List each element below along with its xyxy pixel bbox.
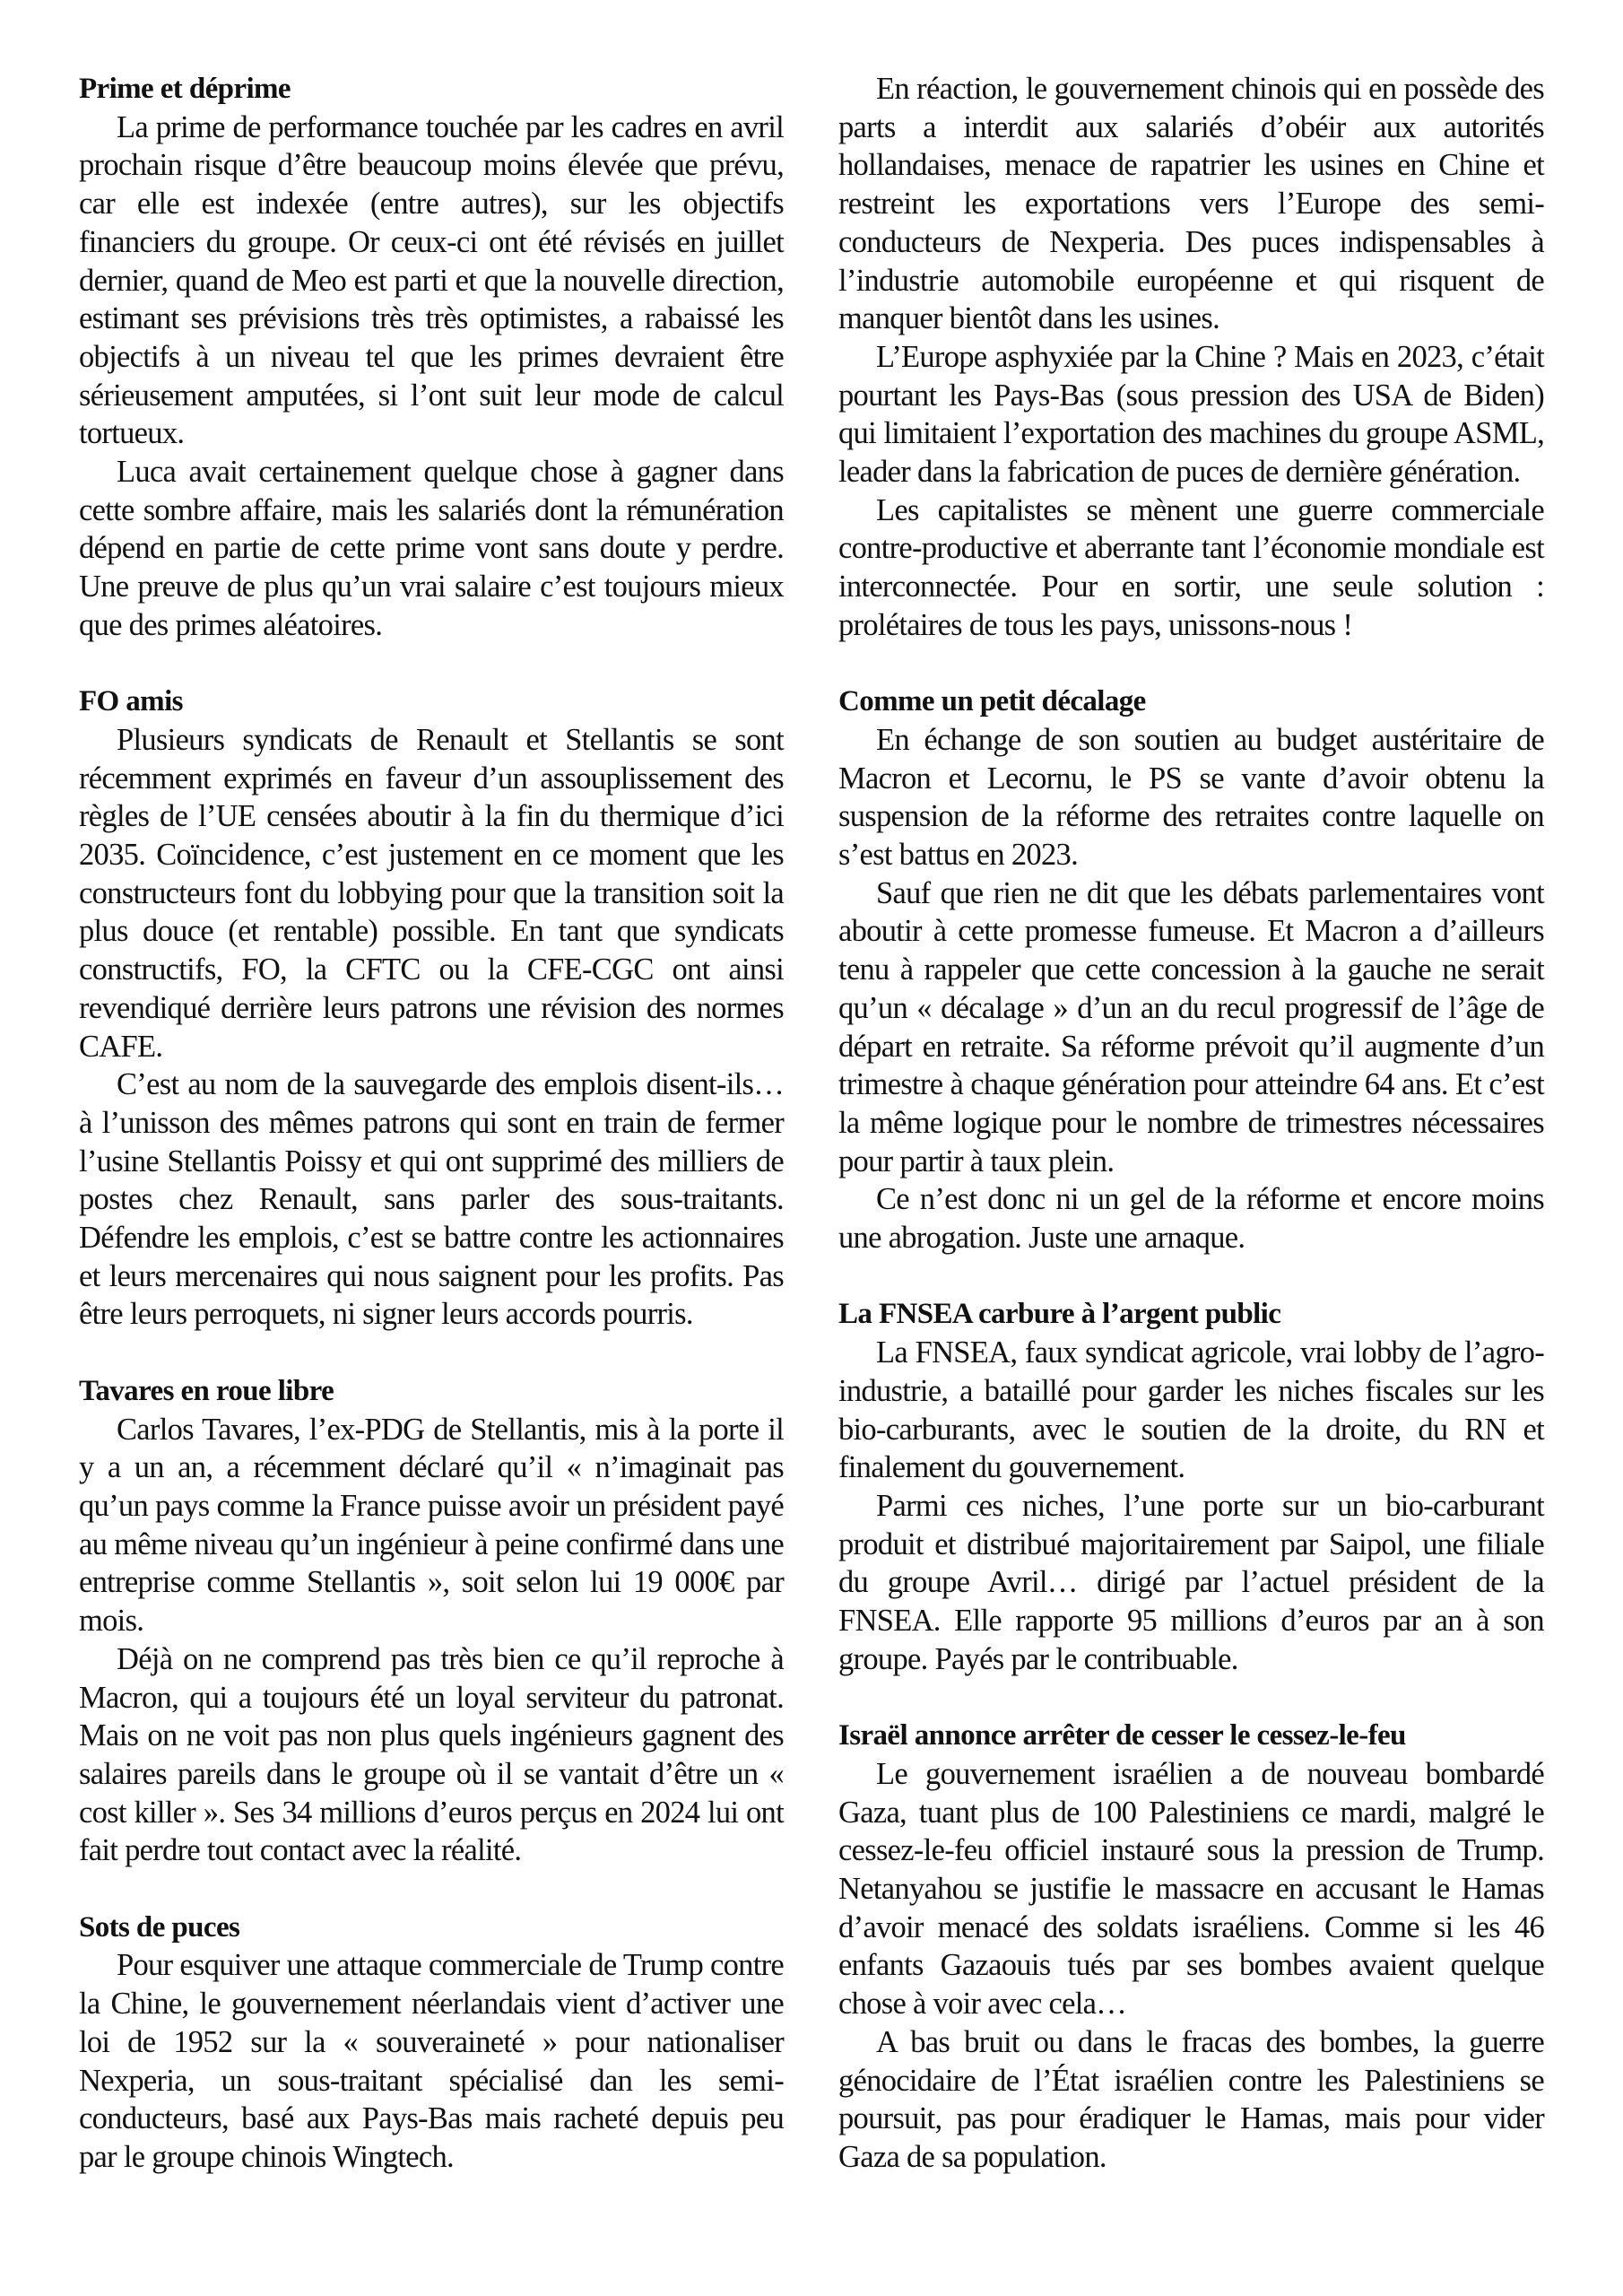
article-title: Israël annonce arrêter de cesser le cessez-le-feu xyxy=(838,1719,1406,1752)
article-title: Prime et déprime xyxy=(79,73,291,105)
article-paragraph: Parmi ces niches, l’une porte sur un bio-carburant produit et distribué majoritairement par Saipol, une filiale du groupe Avril… dirigé par l’actuel président de la FNSEA. Elle rapporte 95 millions d’euros par an à son groupe. Payés par le contribuable. xyxy=(838,1488,1544,1676)
article-paragraph: La FNSEA, faux syndicat agricole, vrai lobby de l’agro-industrie, a bataillé pour garder les niches fiscales sur les bio-carburants, avec le soutien de la droite, du RN et finalement du gouvernement. xyxy=(838,1335,1544,1485)
article-comme-un-petit-decalage xyxy=(838,683,1544,1257)
article-paragraph: Pour esquiver une attaque commerciale de Trump contre la Chine, le gouvernement néerlandais vient d’activer une loi de 1952 sur la « souveraineté » pour nationaliser Nexperia, un sous-traitant spécialisé dan les semi-conducteurs, basé aux Pays-Bas mais racheté depuis peu par le groupe chinois Wingtech. xyxy=(79,1948,784,2174)
article-paragraph: Luca avait certainement quelque chose à gagner dans cette sombre affaire, mais les salariés dont la rémunération dépend en partie de cette prime vont sans doute y perdre. Une preuve de plus qu’un vrai salaire c’est toujours mieux que des primes aléatoires. xyxy=(79,455,784,642)
article-prime-et-deprime xyxy=(79,70,784,645)
article-fo-amis xyxy=(79,683,784,1334)
article-tavares-en-roue-libre xyxy=(79,1372,784,1870)
article-paragraph: En échange de son soutien au budget austéritaire de Macron et Lecornu, le PS se vante d’avoir obtenu la suspension de la réforme des retraites contre laquelle on s’est battus en 2023. xyxy=(838,722,1544,873)
article-sots-de-puces-continued xyxy=(838,70,1544,645)
article-sots-de-puces xyxy=(79,1909,784,2177)
article-paragraph: La prime de performance touchée par les cadres en avril prochain risque d’être beaucoup moins élevée que prévu, car elle est indexée (entre autres), sur les objectifs financiers du groupe. Or ceux-ci ont été révisés en juillet dernier, quand de Meo est parti et que la nouvelle direction, estimant ses prévisions très très optimistes, a rabaissé les objectifs à un niveau tel que les primes devraient être sérieusement amputées, si l’ont suit leur mode de calcul tortueux. xyxy=(79,109,784,451)
article-paragraph: Le gouvernement israélien a de nouveau bombardé Gaza, tuant plus de 100 Palestiniens ce mardi, malgré le cessez-le-feu officiel instauré sous la pression de Trump. Netanyahou se justifie le massacre en accusant le Hamas d’avoir menacé des soldats israéliens. Comme si les 46 enfants Gazaouis tués par ses bombes avaient quelque chose à voir avec cela… xyxy=(838,1756,1544,2022)
article-paragraph: Plusieurs syndicats de Renault et Stellantis se sont récemment exprimés en faveur d’un assouplissement des règles de l’UE censées aboutir à la fin du thermique d’ici 2035. Coïncidence, c’est justement en ce moment que les constructeurs font du lobbying pour que la transition soit la plus douce (et rentable) possible. En tant que syndicats constructifs, FO, la CFTC ou la CFE-CGC ont ainsi revendiqué derrière leurs patrons une révision des normes CAFE. xyxy=(79,722,784,1064)
article-title: Sots de puces xyxy=(79,1910,240,1944)
article-paragraph: C’est au nom de la sauvegarde des emplois disent-ils… à l’unisson des mêmes patrons qui sont en train de fermer l’usine Stellantis Poissy et qui ont supprimé des milliers de postes chez Renault, sans parler des sous-traitants. Défendre les emplois, c’est se battre contre les actionnaires et leurs mercenaires qui nous saignent pour les profits. Pas être leurs perroquets, ni signer leurs accords pourris. xyxy=(79,1067,784,1332)
article-paragraph: Déjà on ne comprend pas très bien ce qu’il reproche à Macron, qui a toujours été un loyal serviteur du patronat. Mais on ne voit pas non plus quels ingénieurs gagnent des salaires pareils dans le groupe où il se vantait d’être un « cost killer ». Ses 34 millions d’euros perçus en 2024 lui ont fait perdre tout contact avec la réalité. xyxy=(79,1641,784,1868)
article-paragraph: En réaction, le gouvernement chinois qui en possède des parts a interdit aux salariés d’obéir aux autorités hollandaises, menace de rapatrier les usines en Chine et restreint les exportations vers l’Europe des semi-conducteurs de Nexperia. Des puces indispensables à l’industrie automobile européenne et qui risquent de manquer bientôt dans les usines. xyxy=(838,72,1544,336)
article-paragraph: Sauf que rien ne dit que les débats parlementaires vont aboutir à cette promesse fumeuse. Et Macron a d’ailleurs tenu à rappeler que cette concession à la gauche ne serait qu’un « décalage » d’un an du recul progressif de l’âge de départ en retraite. Sa réforme prévoit qu’il augmente d’un trimestre à chaque génération pour atteindre 64 ans. Et c’est la même logique pour le nombre de trimestres nécessaires pour partir à taux plein. xyxy=(838,875,1544,1178)
article-fnsea xyxy=(838,1295,1544,1678)
left-column xyxy=(79,70,784,2177)
article-title: FO amis xyxy=(79,685,183,718)
article-title: La FNSEA carbure à l’argent public xyxy=(838,1298,1281,1331)
article-paragraph: Les capitalistes se mènent une guerre commerciale contre-productive et aberrante tant l’économie mondiale est interconnectée. Pour en sortir, une seule solution : prolétaires de tous les pays, unissons-nous ! xyxy=(838,492,1544,642)
article-paragraph: Ce n’est donc ni un gel de la réforme et encore moins une abrogation. Juste une arnaque. xyxy=(838,1182,1544,1256)
article-paragraph: A bas bruit ou dans le fracas des bombes, la guerre génocidaire de l’État israélien contre les Palestiniens se poursuit, pas pour éradiquer le Hamas, mais pour vider Gaza de sa population. xyxy=(838,2024,1544,2174)
article-paragraph: L’Europe asphyxiée par la Chine ? Mais en 2023, c’était pourtant les Pays-Bas (sous pression des USA de Biden) qui limitaient l’exportation des machines du groupe ASML, leader dans la fabrication de puces de dernière génération. xyxy=(838,339,1544,490)
article-title: Tavares en roue libre xyxy=(79,1374,334,1407)
article-title: Comme un petit décalage xyxy=(838,685,1146,718)
right-column xyxy=(838,70,1544,2177)
article-paragraph: Carlos Tavares, l’ex-PDG de Stellantis, mis à la porte il y a un an, a récemment déclaré qu’il « n’imaginait pas qu’un pays comme la France puisse avoir un président payé au même niveau qu’un ingénieur à peine confirmé dans une entreprise comme Stellantis », soit selon lui 19 000€ par mois. xyxy=(79,1412,784,1639)
article-israel-cessez-le-feu xyxy=(838,1717,1544,2176)
